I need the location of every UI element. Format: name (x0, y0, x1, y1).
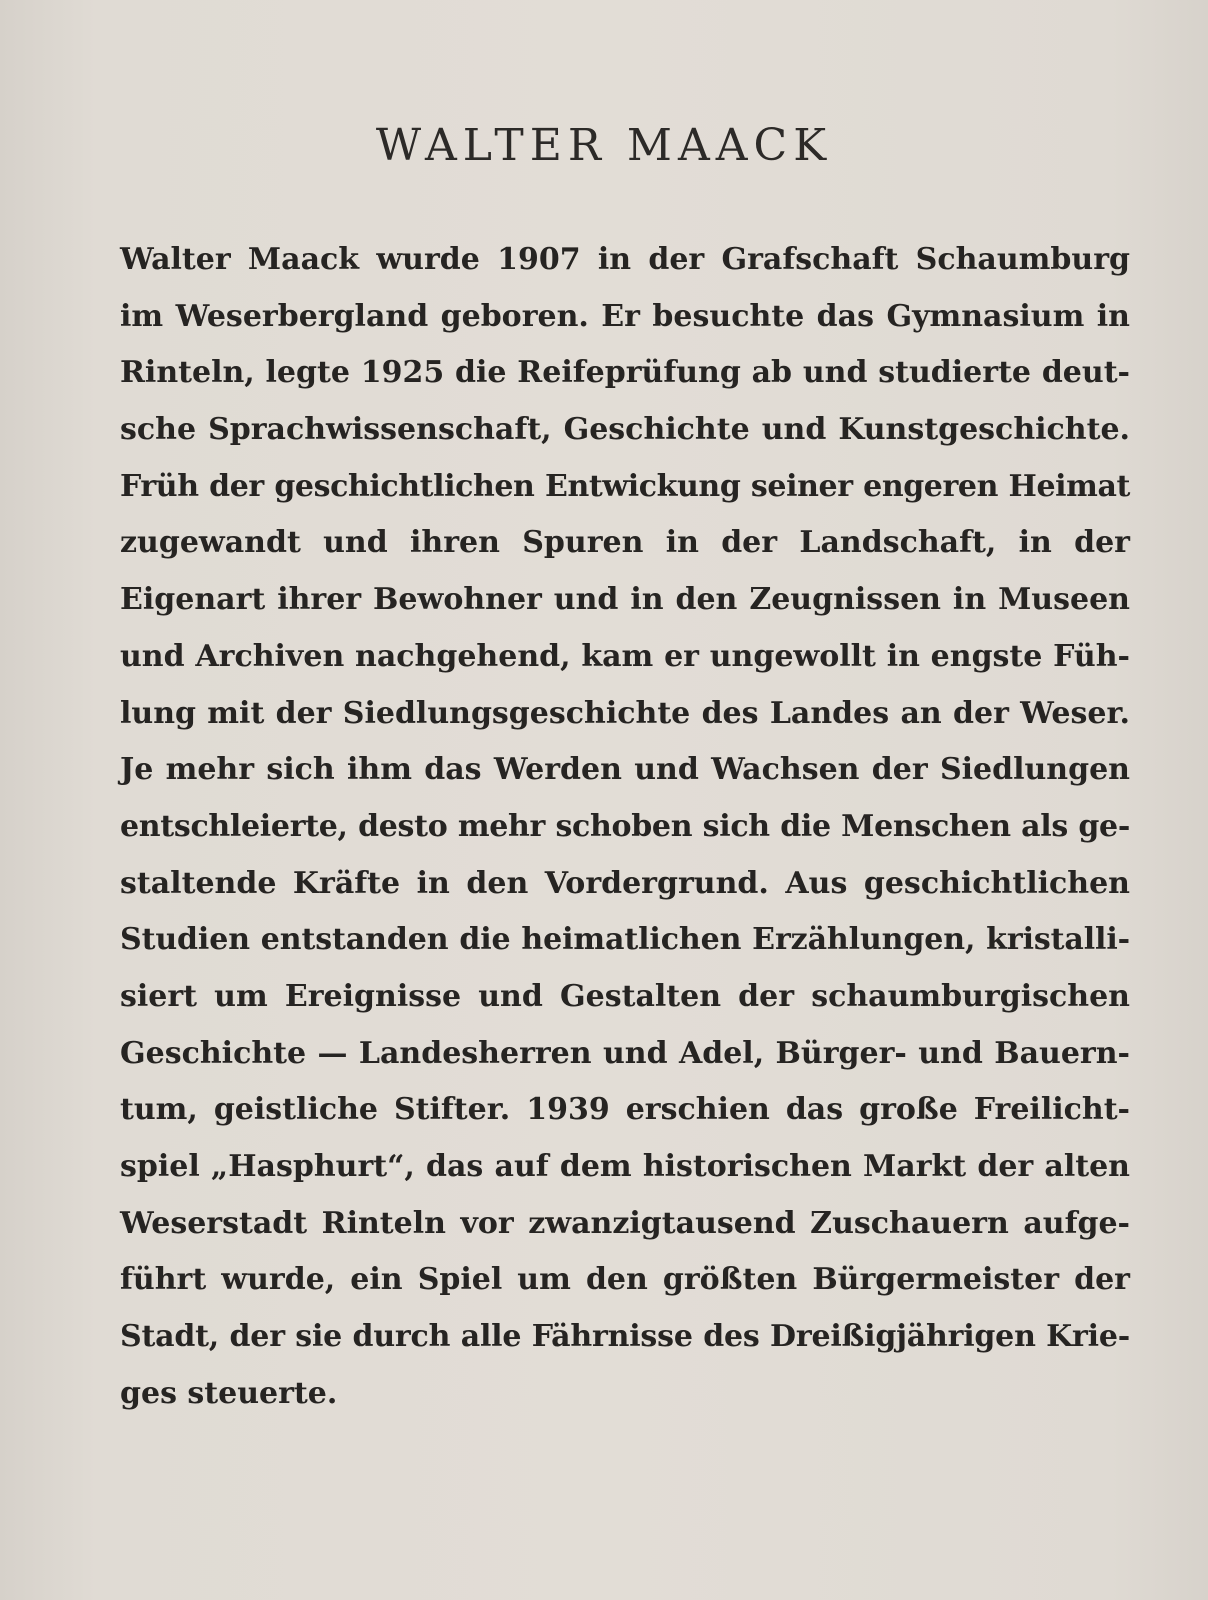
text-line: ges steuerte. (120, 1375, 338, 1411)
text-line: Rinteln, legte 1925 die Reifeprüfung ab und studierte deut- (120, 355, 1130, 391)
page-title: WALTER MAACK (375, 120, 833, 171)
text-line: staltende Kräfte in den Vordergrund. Aus geschichtlichen (120, 865, 1130, 901)
text-line: Je mehr sich ihm das Werden und Wachsen der Siedlungen (120, 752, 1130, 788)
text-line: tum, geistliche Stifter. 1939 erschien das große Freilicht- (120, 1092, 1130, 1128)
text-line: führt wurde, ein Spiel um den größten Bürgermeister der (120, 1262, 1130, 1298)
text-line: zugewandt und ihren Spuren in der Landschaft, in der (120, 525, 1130, 561)
text-line: spiel „Hasphurt“, das auf dem historischen Markt der alten (120, 1149, 1130, 1184)
text-line: lung mit der Siedlungsgeschichte des Landes an der Weser. (120, 695, 1130, 731)
text-line: Früh der geschichtlichen Entwickung seiner engeren Heimat (120, 468, 1130, 504)
text-line: Geschichte — Landesherren und Adel, Bürger- und Bauern- (120, 1035, 1130, 1071)
text-line: Eigenart ihrer Bewohner und in den Zeugnissen in Museen (120, 582, 1130, 618)
text-line: siert um Ereignisse und Gestalten der schaumburgischen (120, 978, 1130, 1014)
text-line: und Archiven nachgehend, kam er ungewollt in engste Füh- (120, 638, 1130, 674)
text-line: Studien entstanden die heimatlichen Erzählungen, kristalli- (120, 922, 1130, 958)
text-line: Stadt, der sie durch alle Fährnisse des Dreißigjährigen Krie- (120, 1319, 1130, 1355)
text-line: Weserstadt Rinteln vor zwanzigtausend Zuschauern aufge- (120, 1205, 1130, 1241)
text-line: im Weserbergland geboren. Er besuchte das Gymnasium in (120, 298, 1130, 334)
text-line: entschleierte, desto mehr schoben sich die Menschen als ge- (120, 808, 1130, 844)
text-line: sche Sprachwissenschaft, Geschichte und Kunstgeschichte. (120, 412, 1130, 448)
biography-text (120, 232, 1130, 1422)
text-line: Walter Maack wurde 1907 in der Grafschaft Schaumburg (120, 242, 1130, 277)
